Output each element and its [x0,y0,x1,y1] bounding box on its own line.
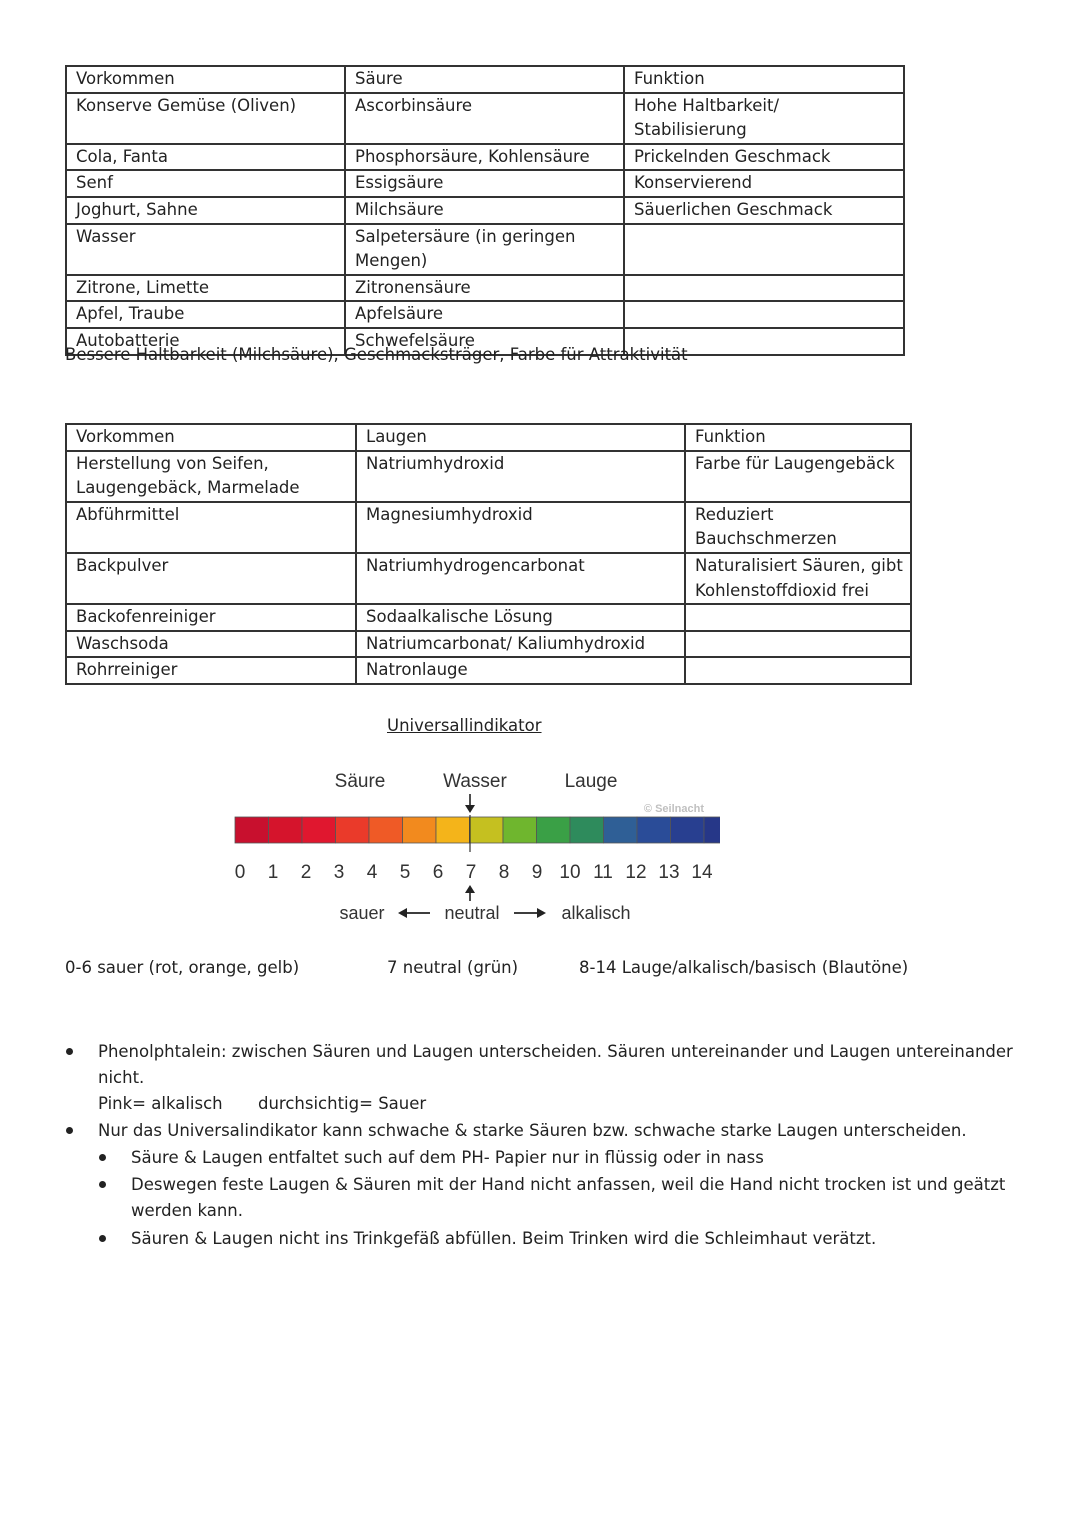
cell-funktion: Prickelnden Geschmack [624,144,904,171]
note-sub-2-line1: Deswegen feste Laugen & Säuren mit der Hand nicht anfassen, weil die Hand nicht trocken ist und geätzt [131,1175,1006,1194]
cell-vorkommen: Backofenreiniger [66,604,356,631]
cell-stoff: Milchsäure [345,197,624,224]
table-row [66,275,904,302]
ph-tick-label: 11 [593,862,613,883]
cell-funktion [624,275,904,302]
cell-line: Hohe Haltbarkeit/ [634,95,780,115]
cell-line: Naturalisiert Säuren, gibt [695,555,903,575]
ph-color-segment [637,817,671,843]
cell-funktion [624,301,904,328]
header-vorkommen: Vorkommen [66,424,356,451]
note-phenol-line2: nicht. [98,1068,145,1087]
ph-color-segment [537,817,571,843]
cell-funktion [685,657,911,684]
cell-vorkommen: Autobatterie [66,328,345,355]
bullet-icon [99,1154,106,1161]
header-funktion: Funktion [624,66,904,93]
ph-color-segment [503,817,537,843]
ph-tick-label: 10 [559,862,581,883]
cell-funktion: Farbe für Laugengebäck [685,451,911,502]
arrow-up-icon [465,885,475,901]
cell-vorkommen: Abführmittel [66,502,356,553]
ph-color-segment [470,817,504,843]
table-row [66,301,904,328]
cell-stoff: Natronlauge [356,657,685,684]
cell-funktion [685,553,911,604]
cell-stoff: Phosphorsäure, Kohlensäure [345,144,624,171]
cell-funktion [624,93,904,144]
arrow-down-icon [465,794,475,813]
cell-stoff: Magnesiumhydroxid [356,502,685,553]
note-sub-1: Säure & Laugen entfaltet such auf dem PH- Papier nur in flüssig oder in nass [131,1148,764,1167]
ph-color-bar [235,817,720,843]
bases-table [65,423,912,685]
header-laugen: Laugen [356,424,685,451]
cell-stoff: Apfelsäure [345,301,624,328]
header-vorkommen: Vorkommen [66,66,345,93]
cell-funktion: Konservierend [624,170,904,197]
ph-color-segment [235,817,269,843]
ph-tick-label: 9 [531,862,543,883]
ph-color-segment [403,817,437,843]
arrow-right-icon [514,908,546,918]
ph-tick-labels [235,862,713,883]
ph-color-segment [570,817,604,843]
cell-stoff: Schwefelsäure [345,328,624,355]
ph-scale-figure [230,765,720,930]
table-row [66,144,904,171]
cell-vorkommen: Wasser [66,224,345,275]
cell-stoff [345,224,624,275]
ph-color-segment [369,817,403,843]
cell-vorkommen: Apfel, Traube [66,301,345,328]
cell-vorkommen: Cola, Fanta [66,144,345,171]
cell-vorkommen: Joghurt, Sahne [66,197,345,224]
table-row [66,451,911,502]
cell-funktion [685,502,911,553]
ph-tick-label: 0 [234,862,246,883]
table-row [66,502,911,553]
acids-note: Bessere Haltbarkeit (Milchsäure), Geschmacksträger, Farbe für Attraktivität [65,345,688,364]
bullet-icon [99,1235,106,1242]
header-funktion: Funktion [685,424,911,451]
note-universal: Nur das Universalindikator kann schwache & starke Säuren bzw. schwache starke Laugen unterscheiden. [98,1121,967,1140]
range-acid: 0-6 sauer (rot, orange, gelb) [65,958,300,977]
table-row [66,553,911,604]
ph-tick-label: 14 [691,862,713,883]
indicator-title: Universallindikator [387,716,542,735]
cell-stoff: Zitronensäure [345,275,624,302]
cell-line: Salpetersäure (in geringen [355,226,576,246]
table-row [66,631,911,658]
note-pink: Pink= alkalisch [98,1094,223,1113]
cell-funktion: Säuerlichen Geschmack [624,197,904,224]
ph-color-segment [269,817,303,843]
cell-stoff: Sodaalkalische Lösung [356,604,685,631]
table-row [66,657,911,684]
cell-funktion [624,224,904,275]
bullet-icon [66,1127,73,1134]
arrow-left-icon [398,908,430,918]
table-row [66,170,904,197]
cell-line: Laugengebäck, Marmelade [76,478,300,498]
ph-tick-label: 4 [366,862,378,883]
table-row [66,224,904,275]
label-neutral: neutral [444,903,500,923]
ph-tick-label: 7 [465,862,477,883]
ph-color-segment [604,817,638,843]
table-row [66,93,904,144]
ph-tick-label: 13 [658,862,680,883]
cell-line: Kohlenstoffdioxid frei [695,580,869,600]
ph-color-segment [336,817,370,843]
cell-stoff: Natriumhydroxid [356,451,685,502]
cell-line: Herstellung von Seifen, [76,453,269,473]
table-row [66,604,911,631]
cell-line: Bauchschmerzen [695,529,837,549]
note-sub-2-line2: werden kann. [131,1201,244,1220]
credit-text: © Seilnacht [643,803,704,815]
ph-color-segment [671,817,705,843]
cell-funktion [685,604,911,631]
ph-tick-label: 3 [333,862,345,883]
cell-stoff: Natriumhydrogencarbonat [356,553,685,604]
ph-tick-label: 2 [300,862,312,883]
ph-tick-label: 1 [267,862,279,883]
label-alkalisch: alkalisch [561,903,631,923]
note-clear: durchsichtig= Sauer [258,1094,427,1113]
cell-vorkommen: Waschsoda [66,631,356,658]
note-sub-3: Säuren & Laugen nicht ins Trinkgefäß abfüllen. Beim Trinken wird die Schleimhaut verätzt. [131,1229,877,1248]
cell-line: Reduziert [695,504,774,524]
ph-tick-label: 5 [399,862,411,883]
ph-color-segment [436,817,470,843]
label-wasser: Wasser [443,771,507,792]
header-saeure: Säure [345,66,624,93]
cell-stoff: Essigsäure [345,170,624,197]
cell-line: Stabilisierung [634,120,747,140]
ph-color-segment [704,817,720,843]
cell-vorkommen: Zitrone, Limette [66,275,345,302]
range-base: 8-14 Lauge/alkalisch/basisch (Blautöne) [579,958,909,977]
label-lauge: Lauge [564,771,618,792]
ph-color-segment [302,817,336,843]
table-header-row [66,424,911,451]
cell-vorkommen: Senf [66,170,345,197]
ph-tick-label: 6 [432,862,444,883]
ph-tick-label: 12 [625,862,647,883]
cell-funktion [685,631,911,658]
label-saeure: Säure [334,771,386,792]
cell-stoff: Natriumcarbonat/ Kaliumhydroxid [356,631,685,658]
ph-tick-label: 8 [498,862,510,883]
cell-line: Mengen) [355,251,428,271]
bullet-icon [99,1181,106,1188]
table-header-row [66,66,904,93]
table-row [66,197,904,224]
range-neutral: 7 neutral (grün) [387,958,519,977]
note-phenol-line1: Phenolphtalein: zwischen Säuren und Laugen unterscheiden. Säuren untereinander und Laugen untereinander [98,1042,1013,1061]
cell-vorkommen: Konserve Gemüse (Oliven) [66,93,345,144]
cell-stoff: Ascorbinsäure [345,93,624,144]
bullet-icon [66,1048,73,1055]
label-sauer: sauer [339,903,385,923]
cell-vorkommen [66,451,356,502]
acids-table [65,65,905,356]
cell-vorkommen: Rohrreiniger [66,657,356,684]
cell-vorkommen: Backpulver [66,553,356,604]
